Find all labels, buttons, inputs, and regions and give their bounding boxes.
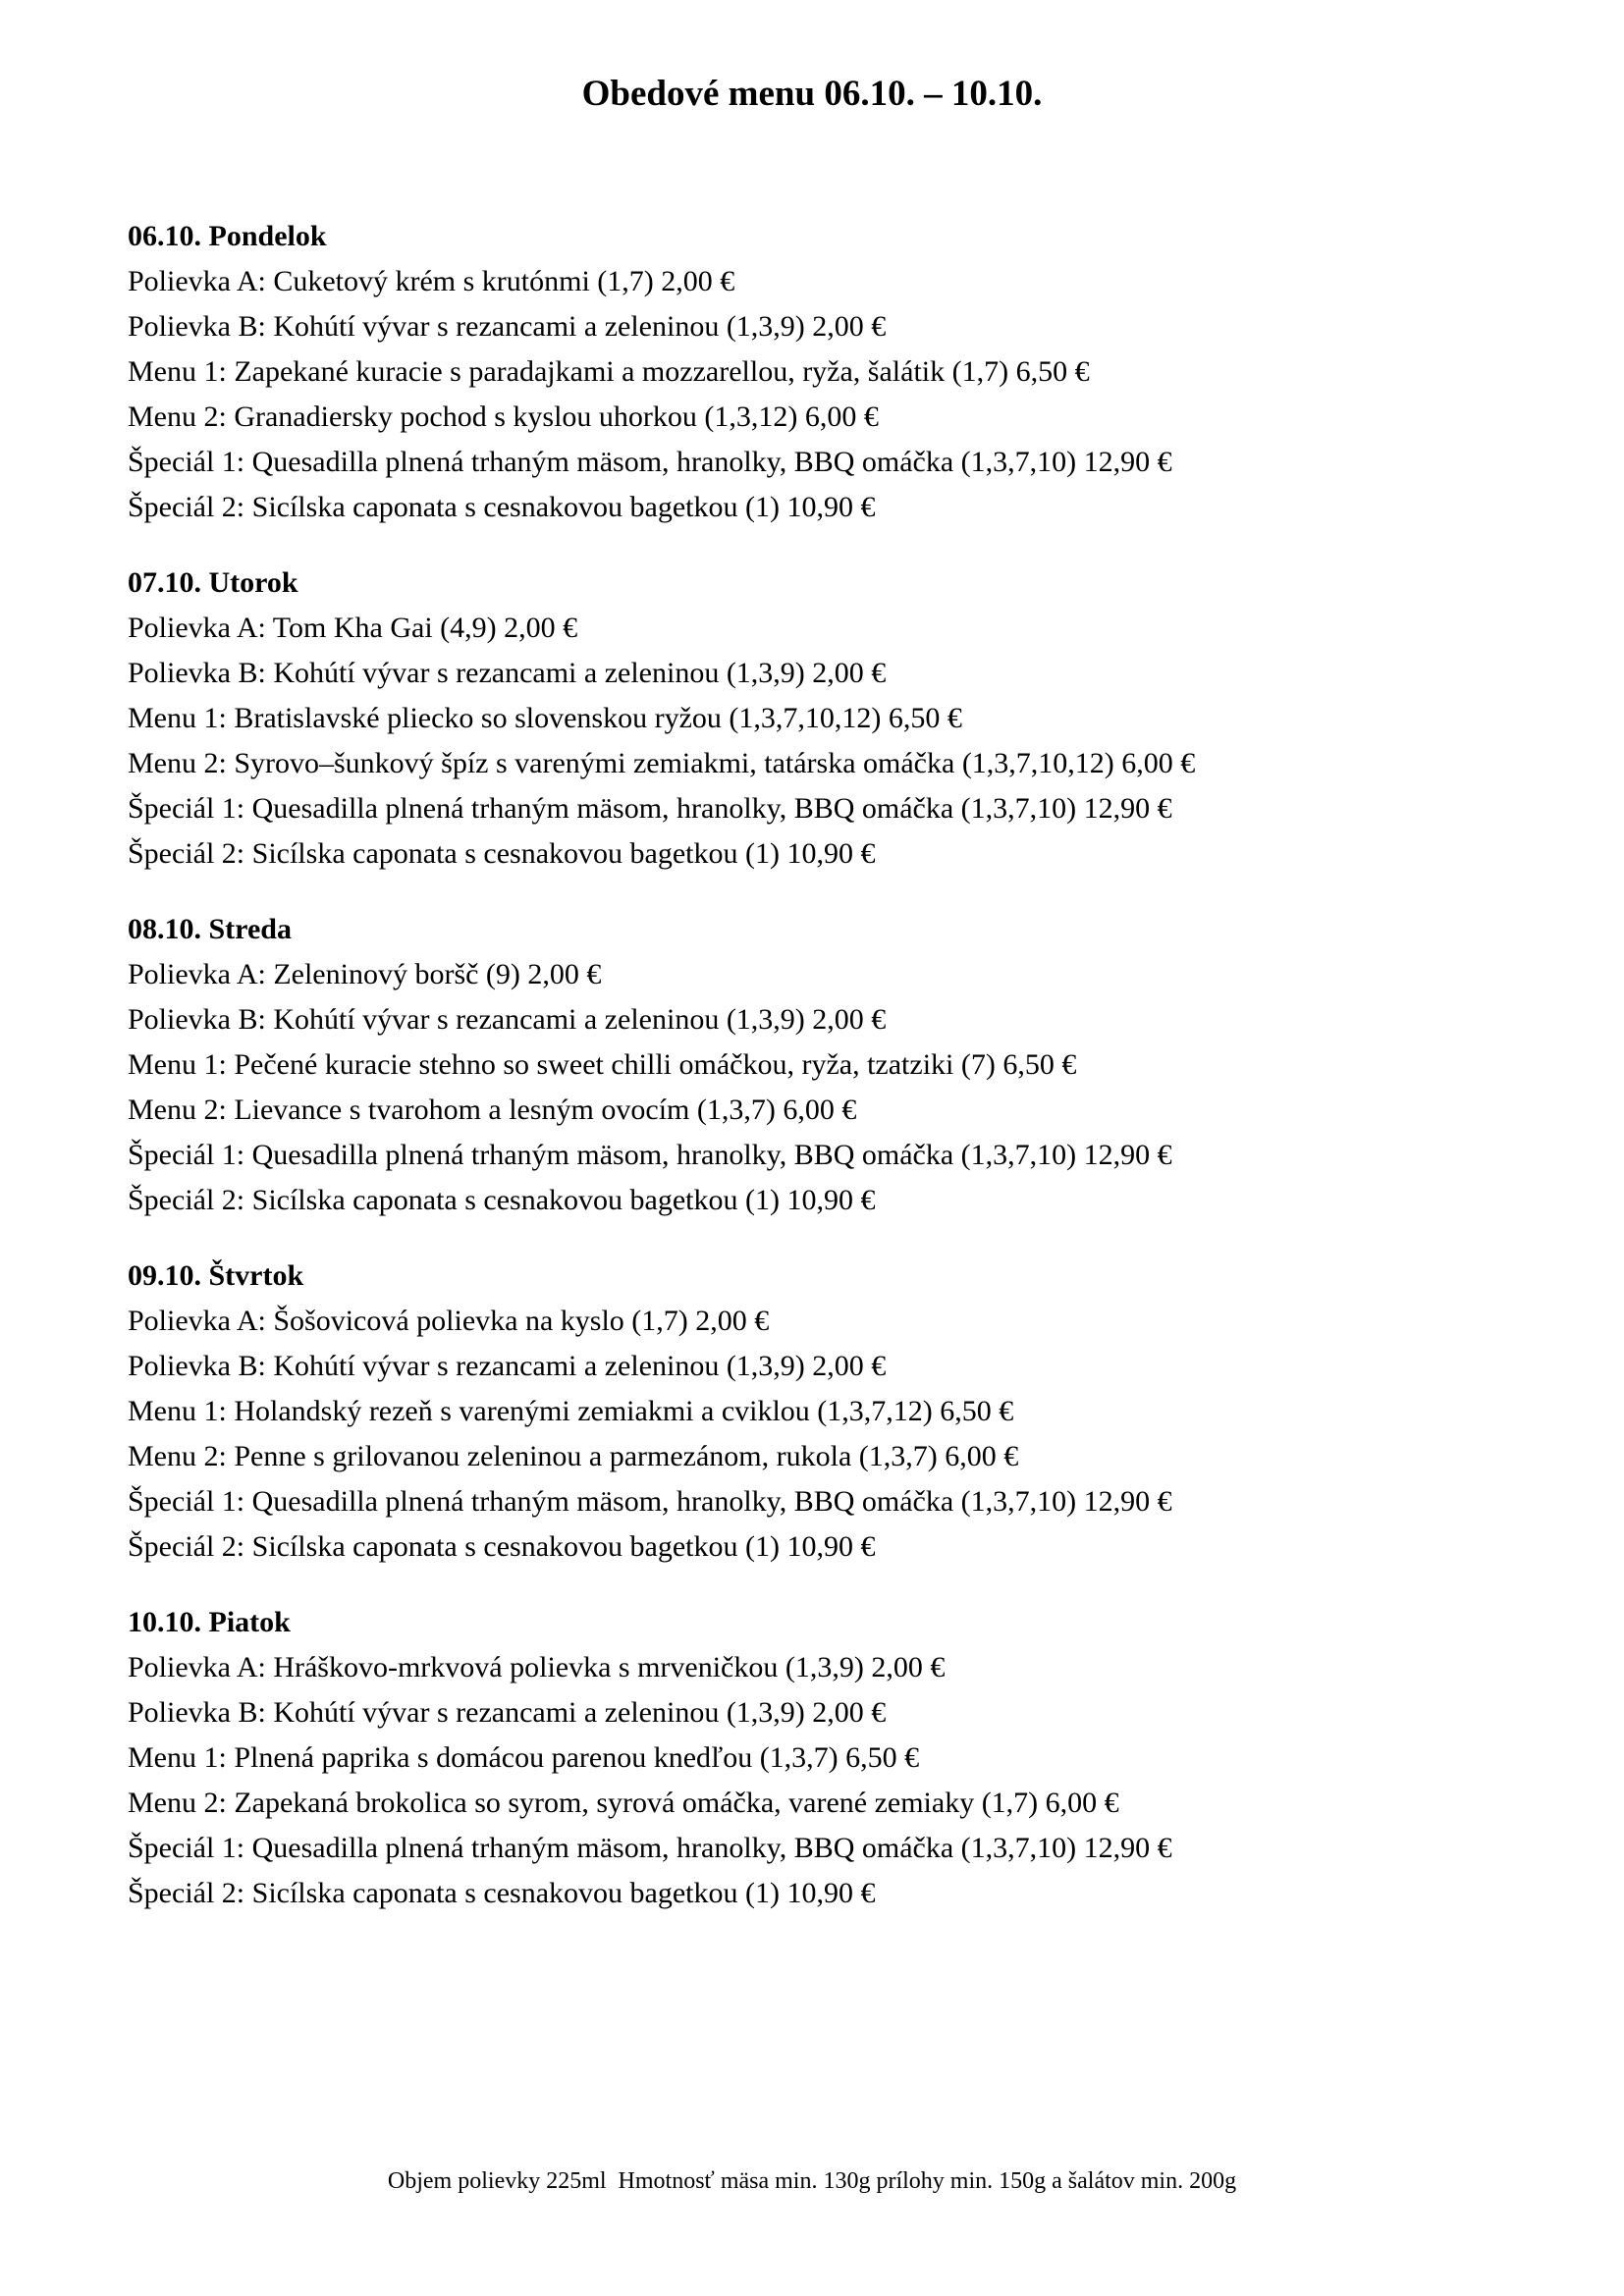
day-heading: 07.10. Utorok xyxy=(128,566,298,599)
day-section-tuesday xyxy=(128,561,1565,877)
menu-line-special-2: Špeciál 2: Sicílska caponata s cesnakovou bagetkou (1) 10,90 € xyxy=(128,1530,876,1563)
menu-line-special-2: Špeciál 2: Sicílska caponata s cesnakovou bagetkou (1) 10,90 € xyxy=(128,837,876,870)
day-heading: 08.10. Streda xyxy=(128,913,292,945)
menu-line-special-1: Špeciál 1: Quesadilla plnená trhaným mäsom, hranolky, BBQ omáčka (1,3,7,10) 12,90 € xyxy=(128,446,1172,478)
day-section-wednesday xyxy=(128,907,1565,1223)
menu-line-soup-b: Polievka B: Kohútí vývar s rezancami a zeleninou (1,3,9) 2,00 € xyxy=(128,1350,887,1382)
day-section-thursday xyxy=(128,1254,1565,1570)
menu-line-soup-a: Polievka A: Zeleninový boršč (9) 2,00 € xyxy=(128,958,602,990)
page-title: Obedové menu 06.10. – 10.10. xyxy=(581,74,1043,114)
menu-line-menu-2: Menu 2: Lievance s tvarohom a lesným ovocím (1,3,7) 6,00 € xyxy=(128,1094,857,1126)
menu-line-soup-a: Polievka A: Šošovicová polievka na kyslo (1,7) 2,00 € xyxy=(128,1305,770,1337)
menu-line-soup-b: Polievka B: Kohútí vývar s rezancami a zeleninou (1,3,9) 2,00 € xyxy=(128,657,887,689)
footer-note: Objem polievky 225ml Hmotnosť mäsa min. 130g prílohy min. 150g a šalátov min. 200g xyxy=(387,2168,1237,2194)
menu-line-special-1: Špeciál 1: Quesadilla plnená trhaným mäsom, hranolky, BBQ omáčka (1,3,7,10) 12,90 € xyxy=(128,1832,1172,1864)
menu-line-menu-1: Menu 1: Pečené kuracie stehno so sweet chilli omáčkou, ryža, tzatziki (7) 6,50 € xyxy=(128,1048,1077,1081)
day-section-friday xyxy=(128,1600,1565,1916)
menu-line-soup-b: Polievka B: Kohútí vývar s rezancami a zeleninou (1,3,9) 2,00 € xyxy=(128,310,887,343)
menu-line-menu-1: Menu 1: Holandský rezeň s varenými zemiakmi a cviklou (1,3,7,12) 6,50 € xyxy=(128,1395,1014,1427)
menu-line-special-1: Špeciál 1: Quesadilla plnená trhaným mäsom, hranolky, BBQ omáčka (1,3,7,10) 12,90 € xyxy=(128,1139,1172,1171)
day-section-monday xyxy=(128,214,1565,530)
menu-content xyxy=(128,214,1565,1947)
menu-line-menu-2: Menu 2: Granadiersky pochod s kyslou uhorkou (1,3,12) 6,00 € xyxy=(128,400,879,433)
menu-line-menu-1: Menu 1: Bratislavské pliecko so slovenskou ryžou (1,3,7,10,12) 6,50 € xyxy=(128,702,962,734)
menu-line-special-2: Špeciál 2: Sicílska caponata s cesnakovou bagetkou (1) 10,90 € xyxy=(128,491,876,523)
menu-line-special-1: Špeciál 1: Quesadilla plnená trhaným mäsom, hranolky, BBQ omáčka (1,3,7,10) 12,90 € xyxy=(128,1485,1172,1518)
menu-line-menu-2: Menu 2: Zapekaná brokolica so syrom, syrová omáčka, varené zemiaky (1,7) 6,00 € xyxy=(128,1787,1119,1819)
menu-line-special-2: Špeciál 2: Sicílska caponata s cesnakovou bagetkou (1) 10,90 € xyxy=(128,1184,876,1216)
menu-line-menu-2: Menu 2: Penne s grilovanou zeleninou a parmezánom, rukola (1,3,7) 6,00 € xyxy=(128,1440,1019,1472)
menu-line-soup-b: Polievka B: Kohútí vývar s rezancami a zeleninou (1,3,9) 2,00 € xyxy=(128,1696,887,1729)
menu-line-soup-b: Polievka B: Kohútí vývar s rezancami a zeleninou (1,3,9) 2,00 € xyxy=(128,1003,887,1036)
menu-line-menu-1: Menu 1: Zapekané kuracie s paradajkami a mozzarellou, ryža, šalátik (1,7) 6,50 € xyxy=(128,355,1090,388)
day-heading: 09.10. Štvrtok xyxy=(128,1259,304,1292)
menu-line-soup-a: Polievka A: Cuketový krém s krutónmi (1,7) 2,00 € xyxy=(128,265,735,297)
day-heading: 10.10. Piatok xyxy=(128,1606,291,1638)
menu-line-special-2: Špeciál 2: Sicílska caponata s cesnakovou bagetkou (1) 10,90 € xyxy=(128,1877,876,1909)
menu-line-special-1: Špeciál 1: Quesadilla plnená trhaným mäsom, hranolky, BBQ omáčka (1,3,7,10) 12,90 € xyxy=(128,792,1172,825)
day-heading: 06.10. Pondelok xyxy=(128,220,327,252)
menu-line-menu-2: Menu 2: Syrovo–šunkový špíz s varenými zemiakmi, tatárska omáčka (1,3,7,10,12) 6,00 € xyxy=(128,747,1196,779)
menu-line-menu-1: Menu 1: Plnená paprika s domácou parenou knedľou (1,3,7) 6,50 € xyxy=(128,1741,920,1774)
menu-line-soup-a: Polievka A: Tom Kha Gai (4,9) 2,00 € xyxy=(128,612,578,644)
menu-line-soup-a: Polievka A: Hráškovo-mrkvová polievka s mrveničkou (1,3,9) 2,00 € xyxy=(128,1651,946,1683)
